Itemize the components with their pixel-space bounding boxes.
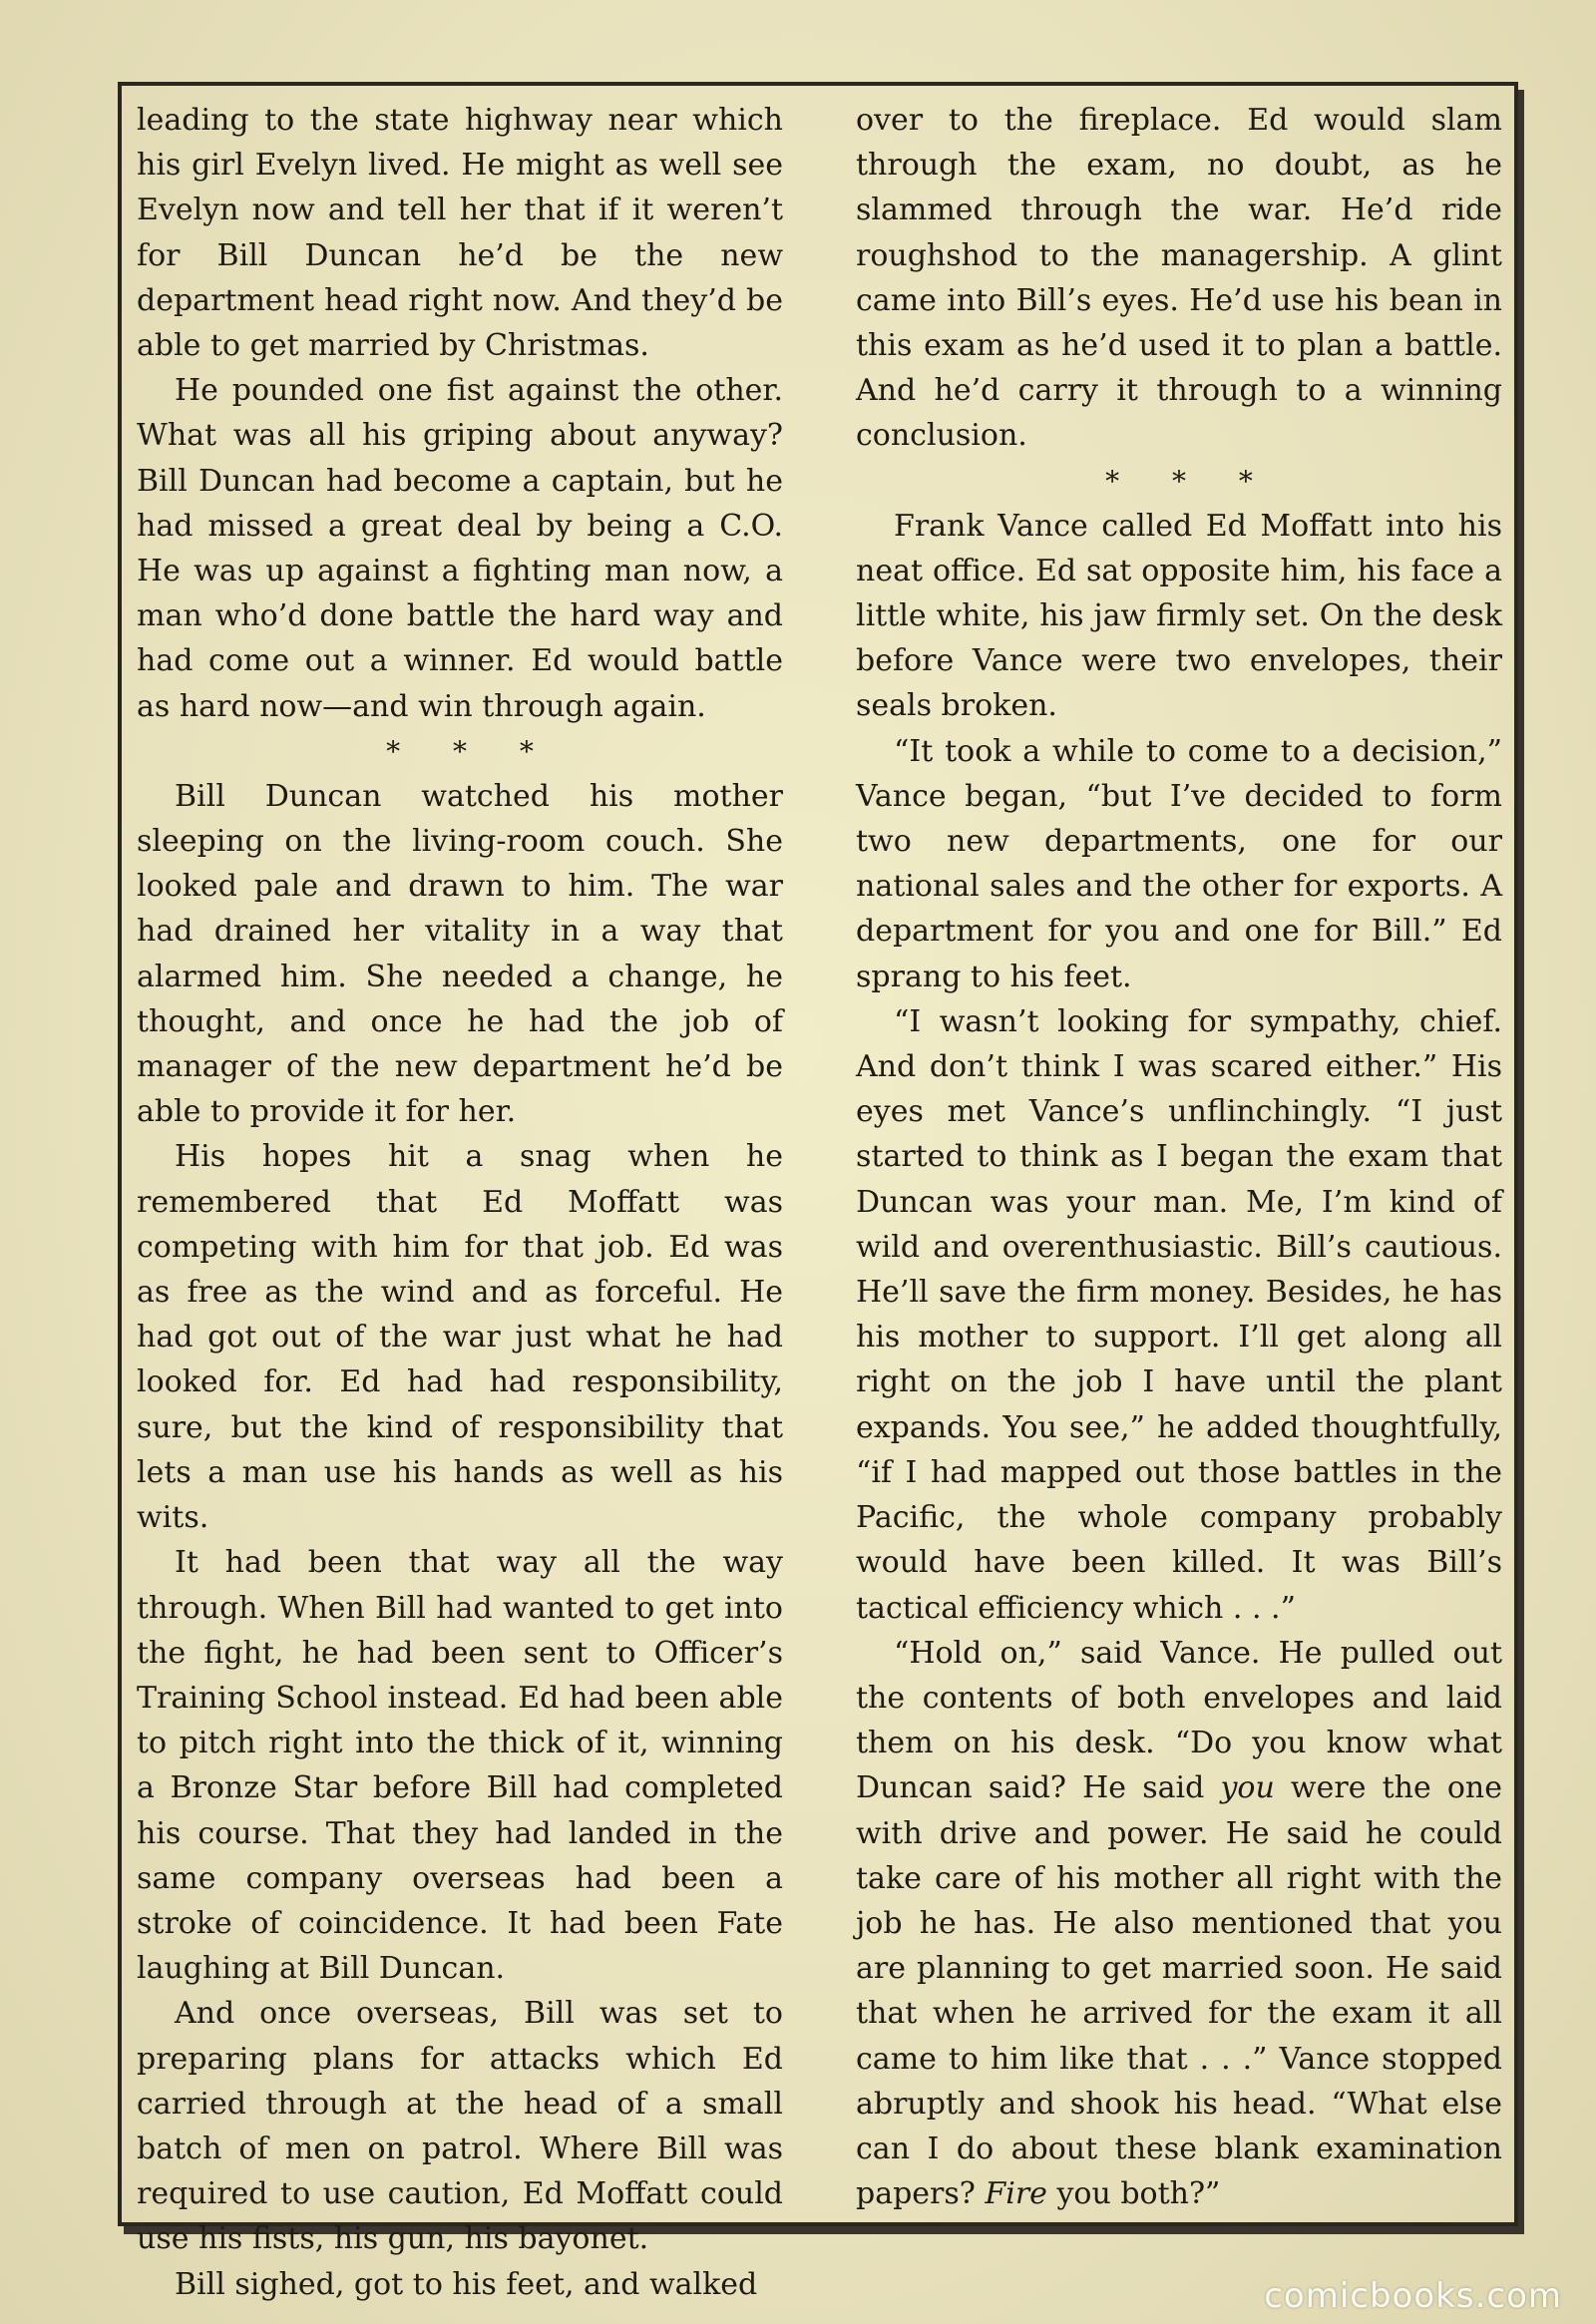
paragraph: leading to the state highway near which his girl Evelyn lived. He might as well see Evelyn now and tell her that if it weren’t for Bill Duncan he’d be the new department head right now. And they’d be able to get married by Christmas.: [137, 103, 783, 364]
paragraph: His hopes hit a snag when he remembered that Ed Moffatt was competing with him for that job. Ed was as free as the wind and as forceful. He had got out of the war just what he had looked for. Ed had had responsibility, sure, but the kind of responsibility that lets a man use his hands as well as his wits.: [137, 1139, 783, 1536]
emphasis-text: Fire: [985, 2176, 1047, 2212]
paragraph: “I wasn’t looking for sympathy, chief. And don’t think I was scared either.” His eyes met Vance’s unflinchingly. “I just started to think as I began the exam that Duncan was your man. Me, I’m kind of wild and overenthusiastic. Bill’s cautious. He’ll save the firm money. Besides, he has his mother to support. I’ll get along all right on the job I have until the plant expands. You see,” he added thoughtfully, “if I had mapped out those battles in the Pacific, the whole company probably would have been killed. It was Bill’s tactical efficiency which . . .”: [856, 1003, 1502, 1626]
paragraph: It had been that way all the way through. When Bill had wanted to get into the fight, he had been sent to Officer’s Training School instead. Ed had been able to pitch right into the thick of it, winning a Bronze Star before Bill had completed his course. That they had landed in the same company overseas had been a stroke of coincidence. It had been Fate laughing at Bill Duncan.: [137, 1545, 783, 1987]
paragraph: over to the fireplace. Ed would slam through the exam, no doubt, as he slammed through the war. He’d ride roughshod to the managership. A glint came into Bill’s eyes. He’d use his bean in this exam as he’d used it to plan a battle. And he’d carry it through to a winning conclusion.: [856, 103, 1502, 454]
paragraph-text: you both?”: [1046, 2176, 1221, 2212]
emphasis-text: you: [1220, 1770, 1275, 1806]
paragraph: He pounded one fist against the other. What was all his griping about anyway? Bill Duncan had become a captain, but he had missed a great deal by being a C.O. He was up against a fighting man now, a man who’d done battle the hard way and had come out a winner. Ed would battle as hard now—and win through again.: [137, 373, 783, 724]
site-watermark: comicbooks.com: [1264, 2276, 1562, 2316]
section-separator: * * *: [386, 734, 556, 768]
paragraph: Bill Duncan watched his mother sleeping on the living-room couch. She looked pale and drawn to him. The war had drained her vitality in a way that alarmed him. She needed a change, he thought, and once he had the job of manager of the new department he’d be able to provide it for her.: [137, 778, 783, 1130]
paragraph: “It took a while to come to a decision,” Vance began, “but I’ve decided to form two new departments, one for our national sales and the other for exports. A department for you and one for Bill.” Ed sprang to his feet.: [856, 733, 1502, 994]
paragraph: Frank Vance called Ed Moffatt into his neat office. Ed sat opposite him, his face a little white, his jaw firmly set. On the desk before Vance were two envelopes, their seals broken.: [856, 508, 1502, 724]
section-separator: * * *: [1105, 464, 1275, 498]
right-text-column: [856, 98, 1502, 2216]
paragraph: [856, 1631, 1502, 2217]
paragraph: And once overseas, Bill was set to preparing plans for attacks which Ed carried through at the head of a small batch of men on patrol. Where Bill was required to use caution, Ed Moffatt could use his fists, his gun, his bayonet.: [137, 1996, 783, 2257]
paragraph-text: “Hold on,” said Vance. He pulled out the contents of both envelopes and laid them on his desk. “Do you know what Duncan said? He said: [856, 1635, 1502, 1806]
paragraph: Bill sighed, got to his feet, and walked: [175, 2266, 758, 2302]
left-text-column: [137, 98, 783, 2307]
paragraph-text: were the one with drive and power. He said he could take care of his mother all right with the job he has. He also mentioned that you are planning to get married soon. He said that when he arrived for the exam it all came to him like that . . .” Vance stopped abruptly and shook his head. “What else can I do about these blank examination papers?: [856, 1770, 1502, 2212]
